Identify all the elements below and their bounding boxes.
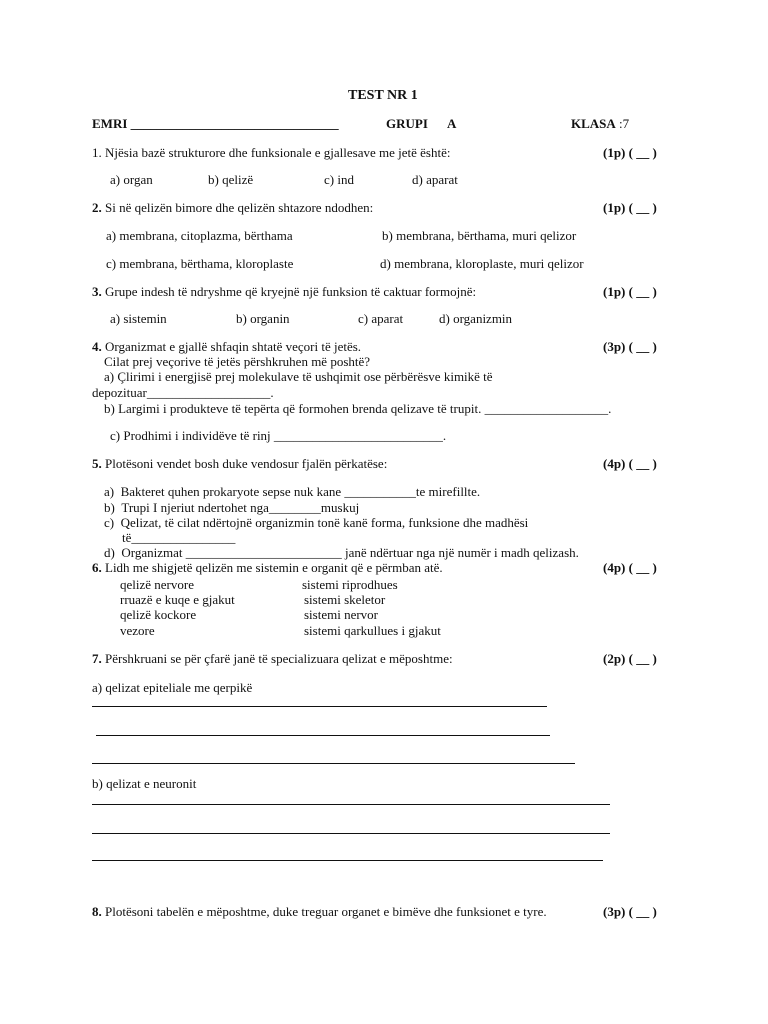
option[interactable]: d) aparat (412, 172, 458, 187)
question-2 (92, 200, 373, 216)
question-points: (2p) ( __ ) (603, 651, 657, 666)
question-text: Lidh me shigjetë qelizën me sistemin e organit që e përmban atë. (105, 560, 443, 575)
match-right-item[interactable]: sistemi riprodhues (302, 577, 398, 592)
name-field[interactable]: EMRI ________________________________ (92, 116, 339, 131)
question-1 (92, 145, 450, 161)
question-number: 5. (92, 456, 102, 471)
answer-line[interactable] (92, 763, 575, 764)
question-number: 2. (92, 200, 102, 215)
list-item[interactable]: a) Bakteret quhen prokaryote sepse nuk kane ___________te mirefillte. (104, 484, 481, 499)
match-left-item[interactable]: vezore (120, 623, 155, 638)
page-title: TEST NR 1 (348, 88, 418, 103)
item-a-line2[interactable]: depozituar___________________. (92, 385, 274, 400)
item-a-label: a) qelizat epiteliale me qerpikë (92, 680, 253, 695)
option[interactable]: a) organ (110, 172, 153, 187)
question-text: Grupe indesh të ndryshme që kryejnë një funksion të caktuar formojnë: (105, 284, 477, 299)
option[interactable]: a) membrana, citoplazma, bërthama (106, 228, 293, 243)
option[interactable]: c) aparat (358, 311, 404, 326)
match-left-item[interactable]: rruazë e kuqe e gjakut (120, 592, 235, 607)
match-right-item[interactable]: sistemi qarkullues i gjakut (304, 623, 441, 638)
question-number: 7. (92, 651, 102, 666)
question-points: (3p) ( __ ) (603, 904, 657, 919)
match-right-item[interactable]: sistemi skeletor (304, 592, 386, 607)
match-left-item[interactable]: qelizë nervore (120, 577, 194, 592)
list-item-continued[interactable]: të________________ (122, 530, 236, 545)
answer-line[interactable] (92, 804, 610, 805)
question-text: Si në qelizën bimore dhe qelizën shtazore ndodhen: (105, 200, 374, 215)
question-number: 6. (92, 560, 102, 575)
option[interactable]: b) qelizë (208, 172, 254, 187)
match-left-item[interactable]: qelizë kockore (120, 607, 197, 622)
question-points: (4p) ( __ ) (603, 560, 657, 575)
question-text: Plotësoni vendet bosh duke vendosur fjalën përkatëse: (105, 456, 388, 471)
list-item[interactable]: c) Qelizat, të cilat ndërtojnë organizmin tonë kanë forma, funksione dhe madhësi (104, 515, 529, 530)
list-item[interactable]: b) Trupi I njeriut ndertohet nga________muskuj (104, 500, 360, 515)
question-points: (1p) ( __ ) (603, 200, 657, 215)
answer-line[interactable] (92, 706, 547, 707)
question-text: Plotësoni tabelën e mëposhtme, duke treguar organet e bimëve dhe funksionet e tyre. (105, 904, 547, 919)
item-c[interactable]: c) Prodhimi i individëve të rinj __________________________. (110, 428, 447, 443)
option[interactable]: c) ind (324, 172, 354, 187)
question-4 (92, 339, 361, 355)
question-points: (4p) ( __ ) (603, 456, 657, 471)
item-b[interactable]: b) Largimi i produkteve të tepërta që formohen brenda qelizave të trupit. ___________________. (104, 401, 612, 416)
question-5 (92, 456, 387, 472)
item-a-line1: a) Çlirimi i energjisë prej molekulave të ushqimit ose përbërësve kimikë të (104, 369, 493, 384)
class-field (571, 116, 629, 132)
question-text: Organizmat e gjallë shfaqin shtatë veçori të jetës. (105, 339, 362, 354)
question-subtext: Cilat prej veçorive të jetës përshkruhen më poshtë? (104, 354, 371, 369)
group-value: A (447, 116, 457, 131)
question-points: (3p) ( __ ) (603, 339, 657, 354)
question-7 (92, 651, 453, 667)
option[interactable]: b) organin (236, 311, 290, 326)
option[interactable]: a) sistemin (110, 311, 167, 326)
question-8 (92, 904, 547, 920)
question-number: 8. (92, 904, 102, 919)
question-number: 4. (92, 339, 102, 354)
question-number: 1. (92, 145, 102, 160)
option[interactable]: d) membrana, kloroplaste, muri qelizor (380, 256, 584, 271)
answer-line[interactable] (92, 860, 603, 861)
option[interactable]: b) membrana, bërthama, muri qelizor (382, 228, 577, 243)
question-number: 3. (92, 284, 102, 299)
question-points: (1p) ( __ ) (603, 284, 657, 299)
option[interactable]: d) organizmin (439, 311, 513, 326)
question-3 (92, 284, 476, 300)
question-points: (1p) ( __ ) (603, 145, 657, 160)
class-value: :7 (619, 116, 630, 131)
list-item[interactable]: d) Organizmat ________________________ janë ndërtuar nga një numër i madh qelizash. (104, 545, 579, 560)
answer-line[interactable] (92, 833, 610, 834)
answer-line[interactable] (96, 735, 550, 736)
item-b-label: b) qelizat e neuronit (92, 776, 197, 791)
group-label: GRUPI (386, 116, 428, 131)
match-right-item[interactable]: sistemi nervor (304, 607, 379, 622)
question-text: Njësia bazë strukturore dhe funksionale e gjallesave me jetë është: (105, 145, 451, 160)
question-6 (92, 560, 443, 576)
option[interactable]: c) membrana, bërthama, kloroplaste (106, 256, 294, 271)
question-text: Përshkruani se për çfarë janë të specializuara qelizat e mëposhtme: (105, 651, 453, 666)
class-label: KLASA (571, 116, 616, 131)
